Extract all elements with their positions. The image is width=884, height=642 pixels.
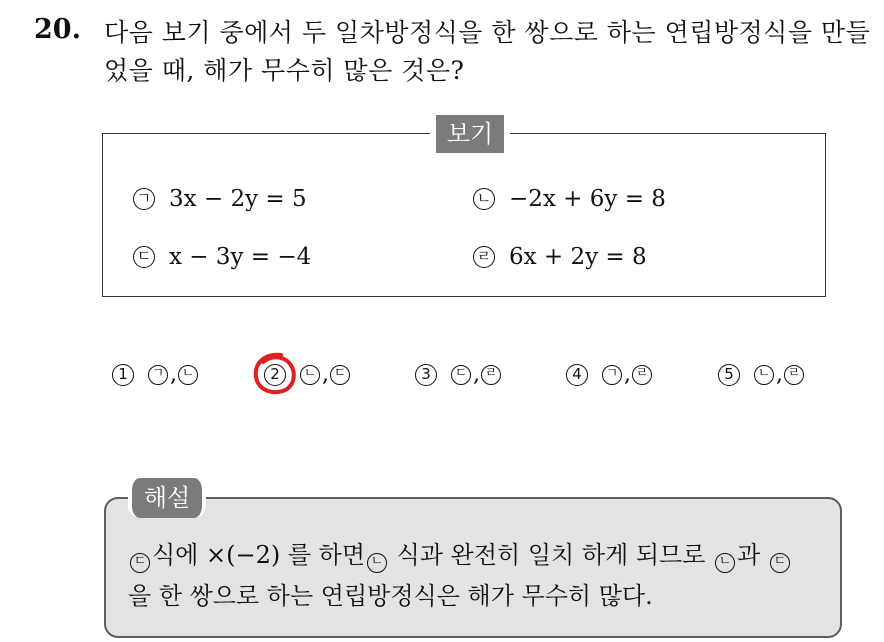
circled-marker: ㄹ bbox=[784, 365, 804, 385]
question-number: 20. bbox=[34, 14, 81, 45]
option-number: 2 bbox=[264, 364, 286, 386]
explanation-label: 해설 bbox=[128, 478, 206, 518]
equation: 3x − 2y = 5 bbox=[169, 186, 307, 212]
circled-marker: ㄴ bbox=[754, 365, 774, 385]
explanation-fragment: 식에 ×(−2) 를 하면 bbox=[152, 541, 366, 569]
option-3[interactable]: 3 ㄷ , ㄹ bbox=[415, 362, 502, 387]
bogi-label: 보기 bbox=[430, 115, 510, 153]
equation: 6x + 2y = 8 bbox=[509, 244, 647, 270]
equation: −2x + 6y = 8 bbox=[509, 186, 666, 212]
question-text: 다음 보기 중에서 두 일차방정식을 한 쌍으로 하는 연립방정식을 만들었을 때, 해가 무수히 많은 것은? bbox=[104, 18, 871, 85]
bogi-item-3 bbox=[133, 244, 311, 270]
option-4[interactable]: 4 ㄱ , ㄹ bbox=[566, 362, 653, 387]
option-number: 4 bbox=[566, 364, 588, 386]
circled-marker: ㄴ bbox=[473, 188, 495, 210]
circled-marker: ㄱ bbox=[602, 365, 622, 385]
option-number: 1 bbox=[112, 364, 134, 386]
circled-marker: ㄹ bbox=[473, 246, 495, 268]
option-2[interactable]: 2 ㄴ , ㄷ bbox=[264, 362, 351, 387]
option-number: 5 bbox=[718, 364, 740, 386]
circled-marker: ㄷ bbox=[770, 553, 790, 573]
circled-marker: ㄴ bbox=[178, 365, 198, 385]
bogi-item-4 bbox=[473, 244, 647, 270]
bogi-box bbox=[102, 133, 826, 297]
circled-marker: ㄹ bbox=[481, 365, 501, 385]
answer-mark-icon bbox=[251, 351, 299, 399]
explanation-text bbox=[128, 535, 828, 617]
explanation-fragment: 과 bbox=[737, 541, 768, 569]
circled-marker: ㄴ bbox=[367, 553, 387, 573]
circled-marker: ㄴ bbox=[300, 365, 320, 385]
bogi-item-2 bbox=[473, 186, 666, 212]
explanation-fragment: 을 한 쌍으로 하는 연립방정식은 해가 무수히 많다. bbox=[128, 582, 653, 610]
option-number: 3 bbox=[415, 364, 437, 386]
circled-marker: ㄷ bbox=[451, 365, 471, 385]
circled-marker: ㄷ bbox=[330, 365, 350, 385]
circled-marker: ㄱ bbox=[133, 188, 155, 210]
circled-marker: ㄴ bbox=[715, 553, 735, 573]
explanation-fragment: 식과 완전히 일치 하게 되므로 bbox=[389, 541, 714, 569]
circled-marker: ㄷ bbox=[130, 553, 150, 573]
option-1[interactable]: 1 ㄱ , ㄴ bbox=[112, 362, 199, 387]
circled-marker: ㄷ bbox=[133, 246, 155, 268]
bogi-item-1 bbox=[133, 186, 307, 212]
option-5[interactable]: 5 ㄴ , ㄹ bbox=[718, 362, 805, 387]
circled-marker: ㄱ bbox=[148, 365, 168, 385]
circled-marker: ㄹ bbox=[632, 365, 652, 385]
equation: x − 3y = −4 bbox=[169, 244, 312, 270]
